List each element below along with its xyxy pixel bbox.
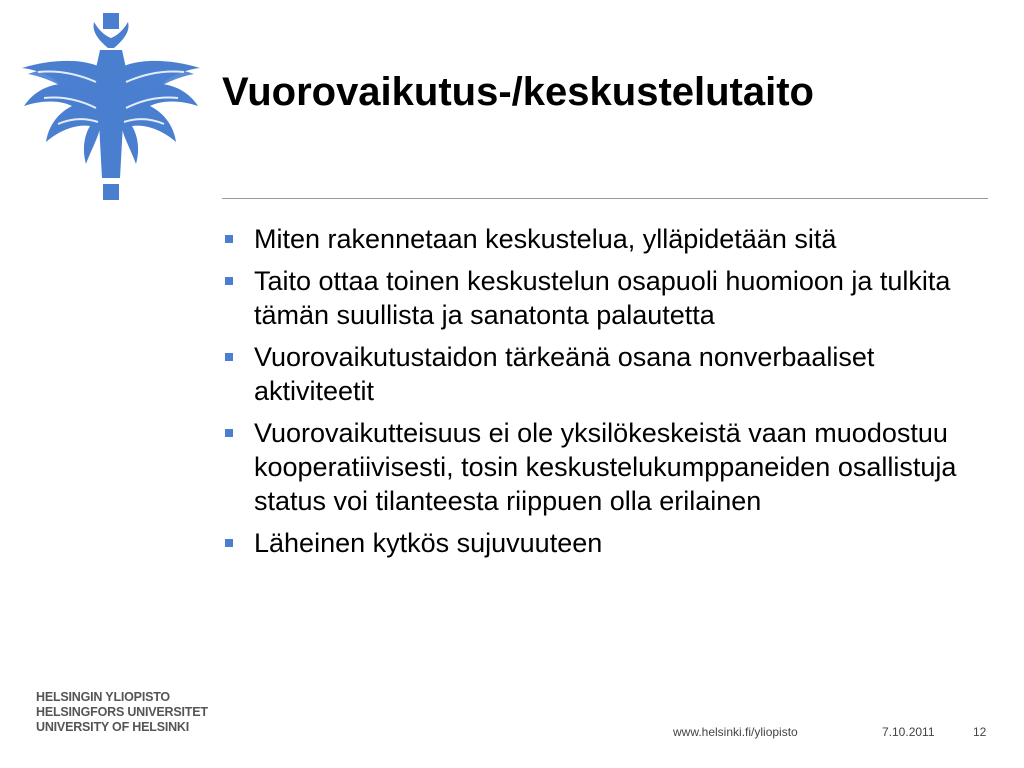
footer-date: 7.10.2011 <box>882 725 935 739</box>
bullet-item <box>222 264 992 332</box>
bullet-text: Vuorovaikutustaidon tärkeänä osana nonverbaaliset aktiviteetit <box>254 342 875 406</box>
square-bullet-icon <box>225 277 233 285</box>
square-bullet-icon <box>225 353 233 361</box>
bullet-item <box>222 222 992 256</box>
bullet-text: Vuorovaikutteisuus ei ole yksilökeskeistä vaan muodostuu kooperatiivisesti, tosin keskustelukumppaneiden osallistuja status voi tilanteesta riippuen olla erilainen <box>254 418 957 516</box>
university-name <box>36 690 208 735</box>
footer-url: www.helsinki.fi/yliopisto <box>673 725 798 739</box>
university-name-english: UNIVERSITY OF HELSINKI <box>36 720 190 734</box>
bullet-item <box>222 526 992 560</box>
university-name-swedish: HELSINGFORS UNIVERSITET <box>36 705 208 719</box>
bullet-text: Taito ottaa toinen keskustelun osapuoli huomioon ja tulkita tämän suullista ja sanatonta palautetta <box>254 266 951 330</box>
bullet-text: Miten rakennetaan keskustelua, ylläpidetään sitä <box>254 224 837 254</box>
page-number: 12 <box>973 725 987 739</box>
bullet-item <box>222 340 992 408</box>
slide-title: Vuorovaikutus-/keskustelutaito <box>222 70 814 114</box>
bullet-text: Läheinen kytkös sujuvuuteen <box>254 528 603 558</box>
bullet-item <box>222 416 992 518</box>
university-name-finnish: HELSINGIN YLIOPISTO <box>36 690 170 704</box>
bullet-list <box>222 222 992 568</box>
university-logo-icon <box>8 8 216 204</box>
square-bullet-icon <box>225 539 233 547</box>
title-divider <box>222 198 988 199</box>
square-bullet-icon <box>225 235 233 243</box>
square-bullet-icon <box>225 429 233 437</box>
